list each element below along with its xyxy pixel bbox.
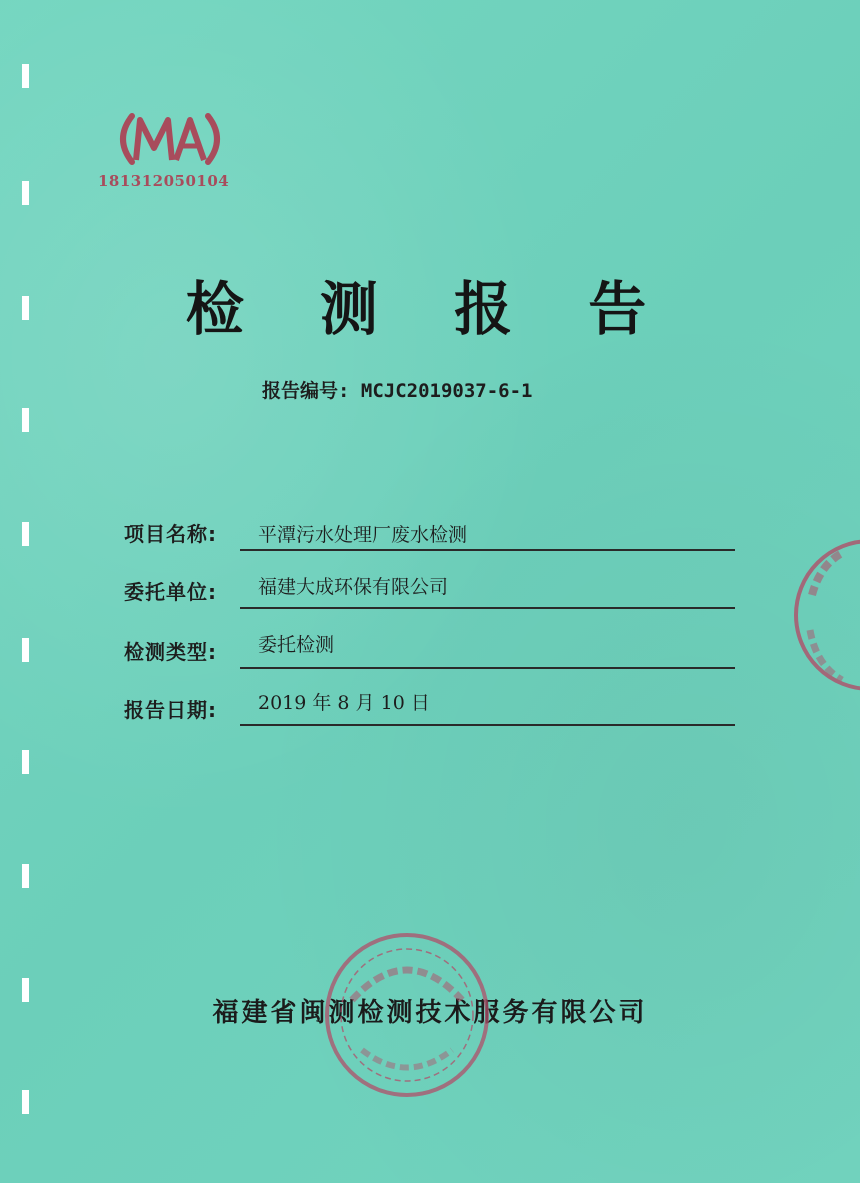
company-seal-icon: [322, 930, 492, 1100]
report-number: 报告编号: MCJC2019037-6-1: [262, 380, 533, 402]
field-value-client: 福建大成环保有限公司: [258, 576, 449, 598]
binding-mark: [22, 864, 29, 888]
field-label-project: 项目名称:: [124, 522, 217, 546]
binding-mark: [22, 181, 29, 205]
field-value-date: 2019 年 8 月 10 日: [258, 692, 430, 714]
binding-mark: [22, 1090, 29, 1114]
binding-mark: [22, 64, 29, 88]
field-label-date: 报告日期:: [124, 698, 217, 722]
seam-seal-icon: [790, 535, 860, 695]
binding-mark: [22, 522, 29, 546]
field-underline: [240, 549, 735, 551]
page-title: 检 测 报 告: [185, 275, 675, 343]
binding-mark: [22, 408, 29, 432]
binding-mark: [22, 750, 29, 774]
field-label-client: 委托单位:: [124, 580, 217, 604]
field-value-type: 委托检测: [258, 634, 335, 656]
binding-mark: [22, 638, 29, 662]
cma-certificate-number: 181312050104: [98, 172, 230, 190]
field-label-type: 检测类型:: [124, 640, 217, 664]
cma-logo-icon: [110, 110, 230, 168]
field-underline: [240, 607, 735, 609]
field-value-project: 平潭污水处理厂废水检测: [258, 524, 468, 546]
field-underline: [240, 724, 735, 726]
issuing-company: 福建省闽测检测技术服务有限公司: [212, 998, 648, 1028]
field-underline: [240, 667, 735, 669]
